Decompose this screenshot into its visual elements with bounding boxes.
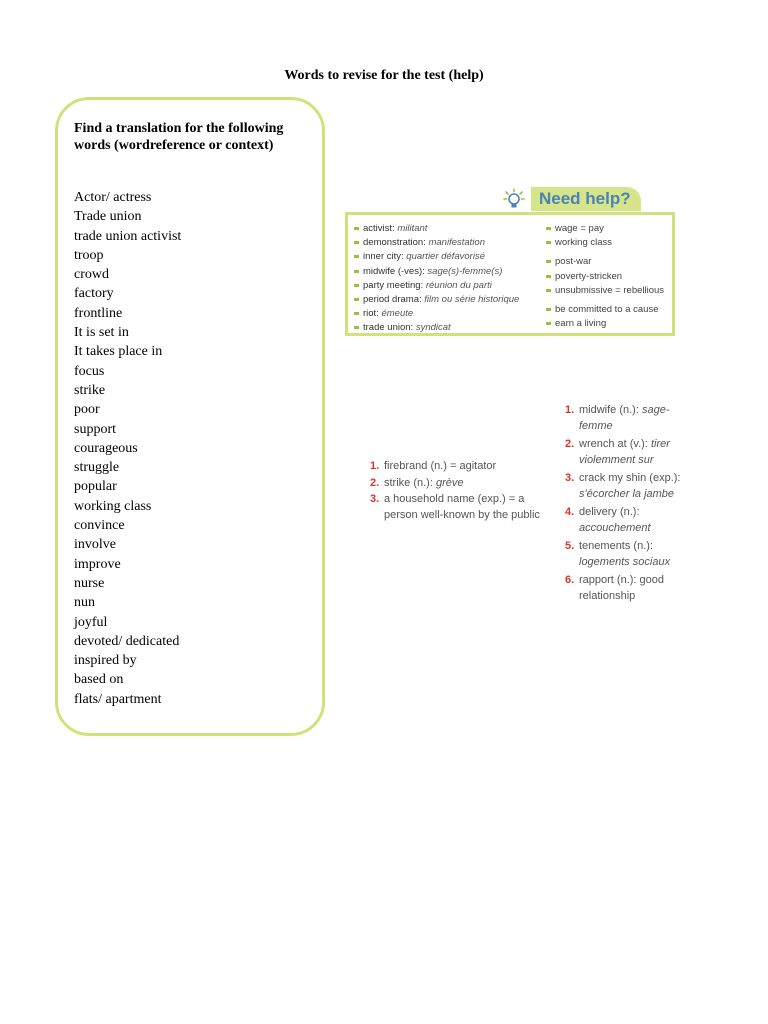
glossary-entry bbox=[565, 539, 695, 570]
page-title: Words to revise for the test (help) bbox=[284, 68, 484, 83]
glossary-number: 3. bbox=[565, 472, 575, 484]
bullet-icon bbox=[354, 255, 359, 258]
glossary-entry bbox=[565, 573, 695, 604]
vocab-word: Trade union bbox=[74, 209, 142, 225]
glossary-number: 5. bbox=[565, 540, 575, 552]
glossary-text-wrap bbox=[579, 471, 695, 502]
need-help-item bbox=[546, 236, 664, 250]
glossary-entry bbox=[370, 476, 545, 492]
vocab-word: popular bbox=[74, 479, 117, 495]
vocab-word: struggle bbox=[74, 460, 120, 476]
vocab-word: poor bbox=[74, 402, 100, 418]
glossary-number: 4. bbox=[565, 506, 575, 518]
glossary-text: a household name (exp.) = a person well-known by the public bbox=[384, 493, 540, 521]
need-help-term: riot: bbox=[363, 308, 379, 320]
glossary-entry bbox=[565, 471, 695, 502]
glossary-entry bbox=[370, 459, 545, 475]
vocab-word: Actor/ actress bbox=[74, 190, 152, 205]
glossary-text-wrap bbox=[384, 476, 464, 492]
vocab-word: convince bbox=[74, 518, 125, 534]
glossary-entry bbox=[370, 492, 545, 523]
bullet-icon bbox=[354, 241, 359, 244]
bullet-icon bbox=[354, 284, 359, 287]
glossary-number: 2. bbox=[370, 476, 380, 489]
need-help-item bbox=[546, 255, 664, 269]
glossary-text: wrench at (v.): bbox=[579, 438, 648, 450]
need-help-translation: sage(s)-femme(s) bbox=[427, 265, 503, 277]
need-help-item bbox=[354, 279, 519, 293]
glossary-text: firebrand (n.) = agitator bbox=[384, 460, 497, 472]
need-help-term: trade union: bbox=[363, 322, 414, 334]
need-help-phrase: unsubmissive = rebellious bbox=[555, 284, 665, 296]
need-help-item bbox=[354, 250, 519, 264]
need-help-item bbox=[354, 321, 519, 335]
need-help-item bbox=[546, 317, 664, 331]
need-help-left-column bbox=[354, 222, 519, 336]
glossary-number: 3. bbox=[370, 493, 380, 505]
need-help-term: activist: bbox=[363, 223, 395, 234]
glossary-translation: logements sociaux bbox=[579, 555, 671, 568]
bullet-icon bbox=[546, 308, 551, 311]
need-help-label: Need help? bbox=[531, 187, 641, 211]
vocab-word: working class bbox=[74, 498, 152, 514]
bullet-icon bbox=[546, 289, 551, 292]
glossary-number: 6. bbox=[565, 574, 575, 586]
vocab-word-list bbox=[74, 188, 181, 709]
vocab-word: troop bbox=[74, 247, 104, 263]
need-help-item bbox=[546, 270, 664, 284]
vocab-word: trade union activist bbox=[74, 228, 182, 244]
vocab-word: improve bbox=[74, 556, 121, 572]
glossary-number: 1. bbox=[565, 404, 575, 416]
need-help-term: midwife (-ves): bbox=[363, 265, 425, 277]
bullet-icon bbox=[546, 241, 551, 244]
vocab-word: focus bbox=[74, 363, 105, 379]
need-help-right-column bbox=[546, 222, 664, 331]
vocab-box bbox=[55, 97, 325, 736]
need-help-item bbox=[546, 222, 664, 236]
glossary-entry bbox=[565, 403, 695, 434]
need-help-title bbox=[503, 185, 641, 213]
vocab-word: It takes place in bbox=[74, 344, 163, 360]
bullet-icon bbox=[354, 227, 359, 230]
vocab-word: involve bbox=[74, 537, 116, 553]
need-help-translation: quartier défavorisé bbox=[406, 251, 485, 263]
vocab-word: courageous bbox=[74, 440, 138, 456]
glossary-number: 1. bbox=[370, 460, 380, 472]
glossary-text-wrap bbox=[579, 505, 695, 536]
need-help-translation: réunion du parti bbox=[425, 279, 492, 291]
need-help-phrase: poverty-stricken bbox=[555, 270, 623, 282]
vocab-word: factory bbox=[74, 286, 114, 302]
bullet-icon bbox=[354, 312, 359, 315]
bullet-icon bbox=[546, 260, 551, 263]
glossary-text: delivery (n.): bbox=[579, 506, 640, 518]
vocab-word: crowd bbox=[74, 267, 109, 283]
vocab-word: frontline bbox=[74, 305, 123, 321]
need-help-item bbox=[354, 307, 519, 321]
need-help-term: inner city: bbox=[363, 251, 404, 263]
need-help-term: period drama: bbox=[363, 294, 422, 306]
glossary-text-wrap bbox=[384, 459, 496, 475]
need-help-item bbox=[354, 236, 519, 250]
glossary-right bbox=[565, 403, 695, 607]
need-help-phrase: be committed to a cause bbox=[555, 304, 659, 316]
need-help-item bbox=[546, 284, 664, 298]
glossary-entry bbox=[565, 437, 695, 468]
glossary-text-wrap bbox=[579, 403, 695, 434]
glossary-translation: accouchement bbox=[579, 521, 651, 534]
vocab-word: nun bbox=[74, 595, 95, 611]
need-help-item bbox=[354, 293, 519, 307]
vocab-word: inspired by bbox=[74, 653, 137, 669]
glossary-text-wrap bbox=[384, 492, 545, 523]
need-help-phrase: post-war bbox=[555, 256, 592, 268]
glossary-text-wrap bbox=[579, 573, 695, 604]
need-help-phrase: wage = pay bbox=[555, 223, 604, 234]
bullet-icon bbox=[546, 275, 551, 278]
glossary-text-wrap bbox=[579, 539, 695, 570]
glossary-left bbox=[370, 459, 545, 524]
glossary-translation: s'écorcher la jambe bbox=[579, 487, 675, 500]
vocab-word: It is set in bbox=[74, 325, 129, 341]
glossary-translation: sage-femme bbox=[579, 404, 670, 432]
need-help-item bbox=[354, 222, 519, 236]
vocab-word: devoted/ dedicated bbox=[74, 633, 180, 649]
vocab-word: based on bbox=[74, 672, 124, 688]
need-help-term: demonstration: bbox=[363, 237, 426, 249]
need-help-item bbox=[354, 265, 519, 279]
need-help-translation: militant bbox=[397, 223, 428, 234]
bullet-icon bbox=[354, 326, 359, 329]
need-help-item bbox=[546, 303, 664, 317]
glossary-text: rapport (n.): good relationship bbox=[579, 574, 664, 602]
need-help-phrase: earn a living bbox=[555, 318, 607, 330]
vocab-word: strike bbox=[74, 382, 106, 398]
glossary-text: crack my shin (exp.): bbox=[579, 472, 681, 484]
glossary-text: midwife (n.): bbox=[579, 404, 639, 416]
need-help-phrase: working class bbox=[555, 237, 613, 249]
vocab-word: nurse bbox=[74, 575, 105, 591]
bullet-icon bbox=[546, 227, 551, 230]
need-help-term: party meeting: bbox=[363, 279, 424, 291]
need-help-translation: syndicat bbox=[415, 322, 451, 334]
glossary-translation: tirer violemment sur bbox=[579, 438, 670, 466]
vocab-word: flats/ apartment bbox=[74, 691, 162, 707]
need-help-translation: manifestation bbox=[428, 237, 485, 249]
vocab-box-heading: Find a translation for the following words (wordreference or context) bbox=[74, 121, 284, 153]
need-help-translation: émeute bbox=[381, 308, 414, 320]
glossary-text: strike (n.): bbox=[384, 476, 433, 489]
need-help-box bbox=[345, 212, 675, 336]
need-help-translation: film ou série historique bbox=[424, 294, 520, 306]
glossary-entry bbox=[565, 505, 695, 536]
bullet-icon bbox=[546, 322, 551, 325]
glossary-text: tenements (n.): bbox=[579, 540, 653, 552]
bullet-icon bbox=[354, 270, 359, 273]
glossary-number: 2. bbox=[565, 438, 575, 450]
vocab-word: joyful bbox=[74, 614, 108, 630]
glossary-translation: grève bbox=[435, 476, 464, 489]
bullet-icon bbox=[354, 298, 359, 301]
glossary-text-wrap bbox=[579, 437, 695, 468]
vocab-word: support bbox=[74, 421, 116, 437]
lightbulb-icon bbox=[503, 188, 525, 210]
